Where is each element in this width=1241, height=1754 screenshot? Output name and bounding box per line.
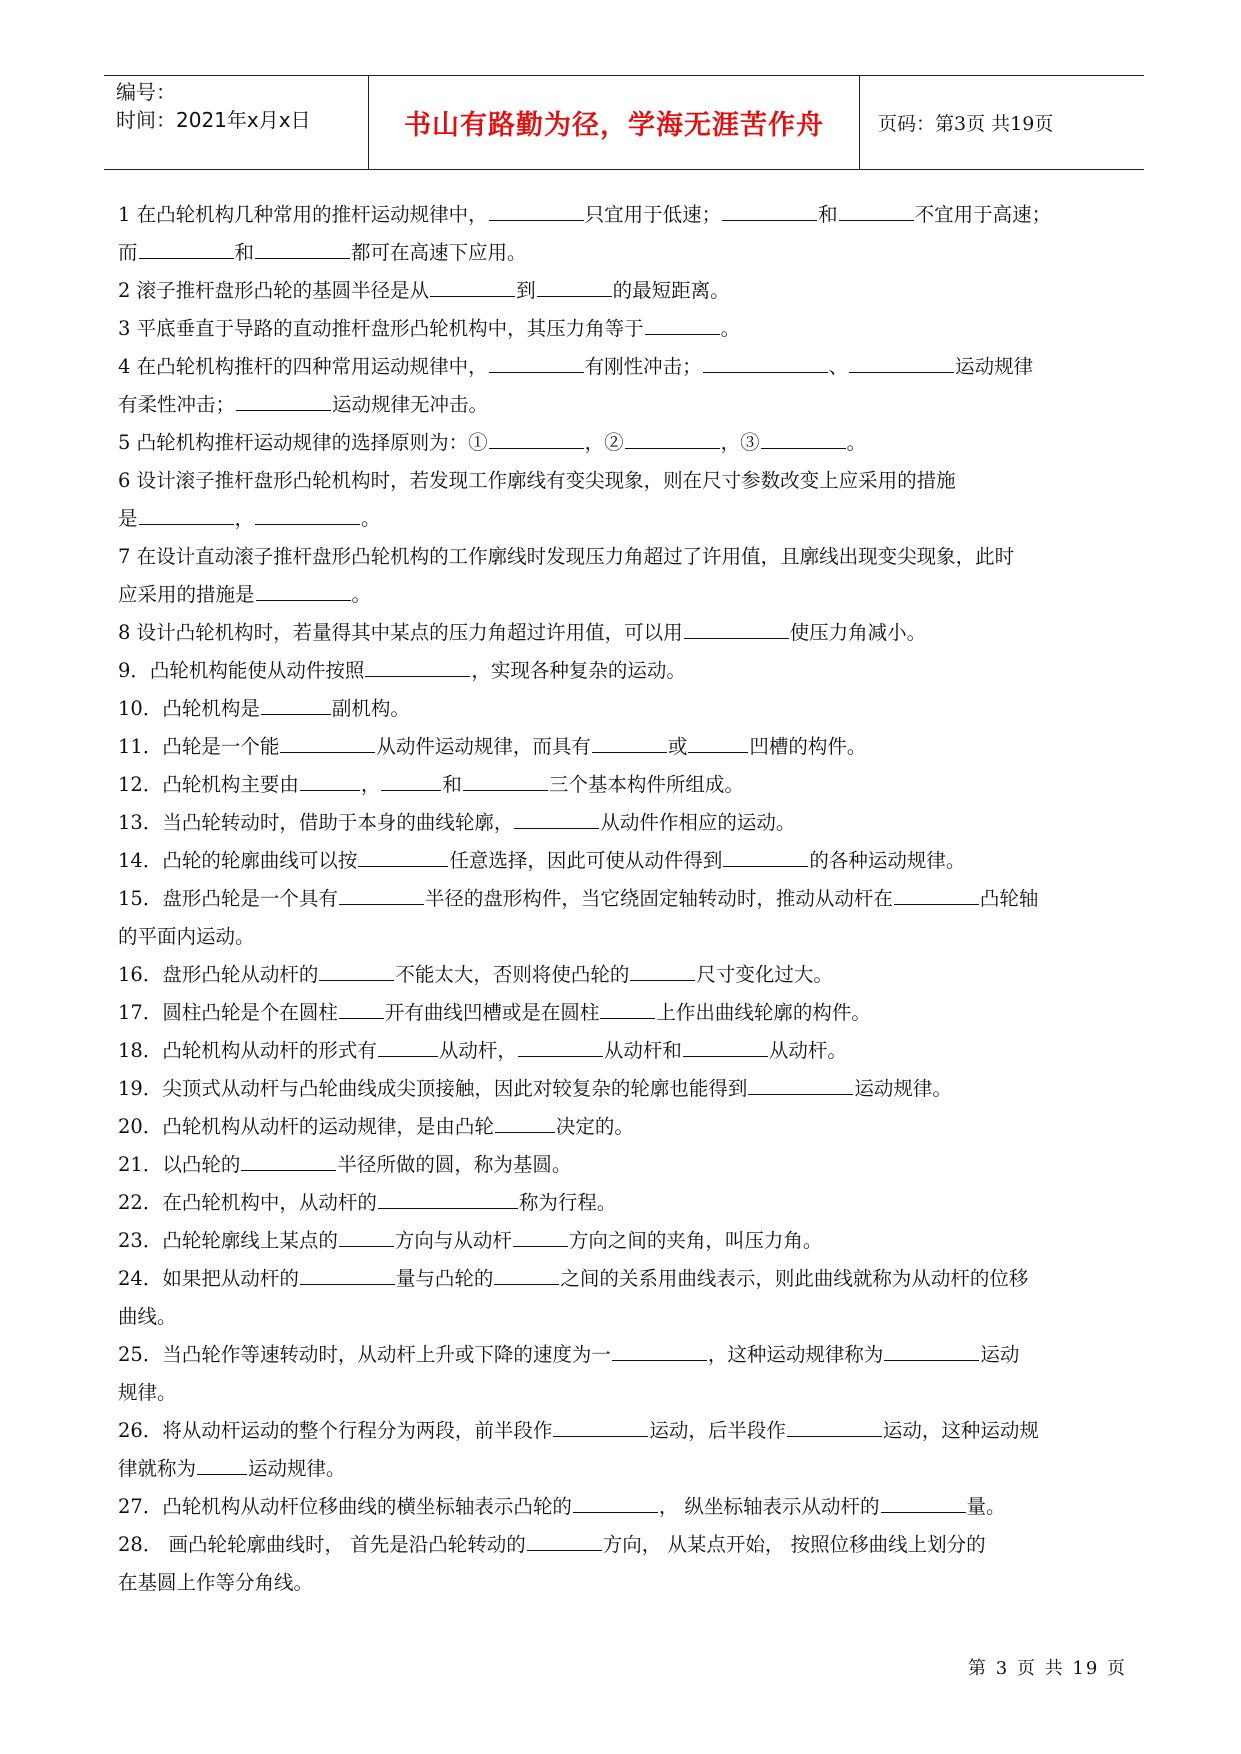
question-item [118,728,1148,766]
question-text: 称为行程。 [518,1191,617,1214]
answer-blank [518,1036,603,1057]
question-line [118,576,1148,614]
question-item [118,1184,1148,1222]
answer-blank [761,428,846,449]
question-text: 、 [828,355,849,378]
answer-blank [703,352,828,373]
question-item [118,1070,1148,1108]
question-line [118,1222,1148,1260]
question-text: 2 滚子推杆盘形凸轮的基圆半径是从 [118,279,430,302]
question-text: 18．凸轮机构从动杆的形式有 [118,1039,377,1062]
question-line [118,1526,1148,1564]
question-text: 从动件运动规律，而具有 [376,735,591,758]
question-text: 曲线。 [118,1305,177,1328]
answer-blank [645,314,720,335]
answer-blank [494,1264,559,1285]
question-text: ， [234,507,255,530]
motto: 书山有路勤为径，学海无涯苦作舟 [404,110,824,141]
question-text: 15．盘形凸轮是一个具有 [118,887,338,910]
answer-blank [881,1492,966,1513]
question-text: 应采用的措施是 [118,583,255,606]
question-item [118,310,1148,348]
question-item [118,880,1148,956]
question-line [118,1336,1148,1374]
question-line [118,1564,1148,1602]
question-text: 19．尖顶式从动杆与凸轮曲线成尖顶接触，因此对较复杂的轮廓也能得到 [118,1077,748,1100]
question-text: 8 设计凸轮机构时，若量得其中某点的压力角超过许用值，可以用 [118,621,683,644]
page-header [104,75,1144,170]
question-item [118,1032,1148,1070]
question-line [118,1412,1148,1450]
question-text: 22．在凸轮机构中，从动杆的 [118,1191,377,1214]
question-text: 5 凸轮机构推杆运动规律的选择原则为：① [118,431,488,454]
question-text: 任意选择，因此可使从动件得到 [449,849,723,872]
question-text: 之间的关系用曲线表示，则此曲线就称为从动杆的位移 [560,1267,1029,1290]
question-text: ， 纵坐标轴表示从动杆的 [658,1495,880,1518]
answer-blank [839,200,914,221]
answer-blank [723,846,808,867]
time-label: 时间：2021年x月x日 [116,108,311,132]
question-text: 的平面内运动。 [118,925,255,948]
answer-blank [513,1226,568,1247]
question-item [118,1108,1148,1146]
question-text: 运动，这种运动规 [882,1419,1039,1442]
question-text: 和 [818,203,838,226]
answer-blank [236,390,331,411]
question-line [118,804,1148,842]
question-line [118,386,1148,424]
question-line [118,690,1148,728]
question-text: 。 [846,431,867,454]
question-text: 方向与从动杆 [394,1229,512,1252]
question-text: 16．盘形凸轮从动杆的 [118,963,319,986]
question-line [118,196,1148,234]
question-text: 。 [351,583,372,606]
question-text: 27．凸轮机构从动杆位移曲线的横坐标轴表示凸轮的 [118,1495,572,1518]
question-text: 不能太大，否则将使凸轮的 [395,963,630,986]
answer-blank [339,884,424,905]
header-right [870,76,1148,169]
question-text: 12．凸轮机构主要由 [118,773,299,796]
question-text: 方向之间的夹角，叫压力角。 [568,1229,823,1252]
question-line [118,1108,1148,1146]
question-text: 运动规律。 [248,1457,346,1480]
answer-blank [573,1492,658,1513]
answer-blank [592,732,667,753]
question-line [118,1032,1148,1070]
question-line [118,310,1148,348]
question-text: 使压力角减小。 [789,621,927,644]
question-text: 3 平底垂直于导路的直动推杆盘形凸轮机构中，其压力角等于 [118,317,644,340]
answer-blank [722,200,817,221]
question-line [118,728,1148,766]
question-text: 方向， 从某点开始， 按照位移曲线上划分的 [602,1533,986,1556]
answer-blank [683,1036,768,1057]
question-item [118,842,1148,880]
question-text: 的最短距离。 [612,279,730,302]
question-text: 半径所做的圆，称为基圆。 [337,1153,572,1176]
question-item [118,1412,1148,1488]
question-text: 运动规律 [955,355,1034,378]
question-text: 26．将从动杆运动的整个行程分为两段，前半段作 [118,1419,553,1442]
question-text: 。 [361,507,381,530]
header-middle [368,76,860,169]
answer-blank [261,694,331,715]
question-text: ， [360,773,381,796]
answer-blank [688,732,748,753]
answer-blank [748,1074,853,1095]
question-text: 运动规律无冲击。 [332,393,489,416]
answer-blank [612,1340,707,1361]
question-text: 7 在设计直动滚子推杆盘形凸轮机构的工作廓线时发现压力角超过了许用值，且廓线出现变尖现象，此时 [118,545,1015,568]
answer-blank [256,580,351,601]
question-text: 而 [118,241,138,264]
answer-blank [849,352,954,373]
question-text: 从动杆， [438,1039,517,1062]
page-info: 页码：第3页 共19页 [878,113,1054,135]
question-text: 有柔性冲击； [118,393,236,416]
question-list [118,196,1148,1602]
answer-blank [787,1416,882,1437]
answer-blank [378,1036,438,1057]
question-text: 从动杆。 [768,1039,847,1062]
question-item [118,272,1148,310]
question-item [118,1260,1148,1336]
question-text: 律就称为 [118,1457,197,1480]
answer-blank [339,998,384,1019]
question-text: 6 设计滚子推杆盘形凸轮机构时，若发现工作廓线有变尖现象，则在尺寸参数改变上应采用的措施 [118,469,956,492]
answer-blank [463,770,548,791]
question-text: 11．凸轮是一个能 [118,735,280,758]
question-line [118,348,1148,386]
header-left [116,76,361,171]
page-footer: 第 3 页 共 19 页 [968,1658,1127,1679]
question-text: 不宜用于高速； [914,203,1052,226]
question-text: 只宜用于低速； [584,203,722,226]
answer-blank [358,846,448,867]
answer-blank [300,770,360,791]
question-text: 尺寸变化过大。 [696,963,833,986]
question-text: 都可在高速下应用。 [351,241,527,264]
question-text: 到 [516,279,536,302]
question-item [118,614,1148,652]
question-item [118,804,1148,842]
answer-blank [255,504,360,525]
question-line [118,880,1148,918]
question-line [118,462,1148,500]
question-item [118,1222,1148,1260]
question-text: 上作出曲线轮廓的构件。 [656,1001,871,1024]
question-text: ，这种运动规律称为 [707,1343,884,1366]
question-item [118,994,1148,1032]
question-item [118,196,1148,272]
question-line [118,1260,1148,1298]
question-text: 凸轮轴 [979,887,1039,910]
question-item [118,652,1148,690]
question-line [118,842,1148,880]
question-text: 20．凸轮机构从动杆的运动规律，是由凸轮 [118,1115,494,1138]
question-text: 运动 [980,1343,1020,1366]
answer-blank [139,238,234,259]
answer-blank [514,808,599,829]
answer-blank [255,238,350,259]
answer-blank [684,618,789,639]
answer-blank [630,960,695,981]
question-line [118,1184,1148,1222]
question-text: 10．凸轮机构是 [118,697,260,720]
question-text: 和 [234,241,255,264]
question-text: 28． 画凸轮轮廓曲线时， 首先是沿凸轮转动的 [118,1533,526,1556]
question-item [118,766,1148,804]
answer-blank [381,770,441,791]
question-line [118,1298,1148,1336]
question-item [118,1146,1148,1184]
question-text: ，实现各种复杂的运动。 [471,659,686,682]
question-line [118,956,1148,994]
question-text: 17．圆柱凸轮是个在圆柱 [118,1001,338,1024]
question-text: 是 [118,507,138,530]
question-item [118,1336,1148,1412]
question-text: 凹槽的构件。 [749,735,867,758]
answer-blank [553,1416,648,1437]
answer-blank [339,1226,394,1247]
answer-blank [625,428,720,449]
question-text: 或 [667,735,688,758]
question-line [118,614,1148,652]
question-line [118,1146,1148,1184]
question-line [118,500,1148,538]
question-text: 有刚性冲击； [584,355,702,378]
question-line [118,272,1148,310]
question-line [118,424,1148,462]
answer-blank [280,732,375,753]
question-line [118,766,1148,804]
question-text: 4 在凸轮机构推杆的四种常用运动规律中， [118,355,488,378]
question-text: 量。 [966,1495,1006,1518]
question-text: 14．凸轮的轮廓曲线可以按 [118,849,358,872]
answer-blank [319,960,394,981]
answer-blank [894,884,979,905]
answer-blank [537,276,612,297]
question-text: 。 [720,317,741,340]
question-text: 副机构。 [331,697,410,720]
question-line [118,1070,1148,1108]
question-text: 13．当凸轮转动时，借助于本身的曲线轮廓， [118,811,514,834]
question-text: 9．凸轮机构能使从动件按照 [118,659,365,682]
answer-blank [378,1188,518,1209]
question-line [118,234,1148,272]
question-text: 21．以凸轮的 [118,1153,241,1176]
answer-blank [365,656,470,677]
question-text: 和 [442,773,462,796]
question-text: 从动杆和 [603,1039,682,1062]
answer-blank [489,352,584,373]
question-text: 1 在凸轮机构几种常用的推杆运动规律中， [118,203,488,226]
question-line [118,1488,1148,1526]
question-item [118,424,1148,462]
question-item [118,956,1148,994]
question-text: 半径的盘形构件，当它绕固定轴转动时，推动从动杆在 [424,887,893,910]
answer-blank [197,1454,247,1475]
question-text: 三个基本构件所组成。 [548,773,744,796]
question-text: 在基圆上作等分角线。 [118,1571,314,1594]
question-line [118,1450,1148,1488]
question-text: 量与凸轮的 [395,1267,494,1290]
question-item [118,348,1148,424]
answer-blank [139,504,234,525]
question-line [118,994,1148,1032]
question-item [118,462,1148,538]
question-item [118,1488,1148,1526]
question-line [118,918,1148,956]
question-text: 规律。 [118,1381,177,1404]
answer-blank [495,1112,555,1133]
question-text: 从动件作相应的运动。 [600,811,796,834]
question-text: 25．当凸轮作等速转动时，从动杆上升或下降的速度为一 [118,1343,611,1366]
question-item [118,1526,1148,1602]
question-text: 决定的。 [555,1115,634,1138]
question-text: 23．凸轮轮廓线上某点的 [118,1229,338,1252]
answer-blank [489,200,584,221]
question-text: ，② [584,431,624,454]
number-label: 编号： [116,80,176,104]
question-text: 运动规律。 [854,1077,952,1100]
answer-blank [600,998,655,1019]
question-line [118,538,1148,576]
question-item [118,690,1148,728]
question-text: 24．如果把从动杆的 [118,1267,299,1290]
question-text: 运动，后半段作 [649,1419,786,1442]
question-line [118,1374,1148,1412]
question-text: ，③ [720,431,760,454]
question-line [118,652,1148,690]
answer-blank [241,1150,336,1171]
question-text: 的各种运动规律。 [809,849,966,872]
answer-blank [527,1530,602,1551]
answer-blank [489,428,584,449]
answer-blank [430,276,515,297]
question-text: 开有曲线凹槽或是在圆柱 [384,1001,600,1024]
answer-blank [300,1264,395,1285]
answer-blank [884,1340,979,1361]
question-item [118,538,1148,614]
